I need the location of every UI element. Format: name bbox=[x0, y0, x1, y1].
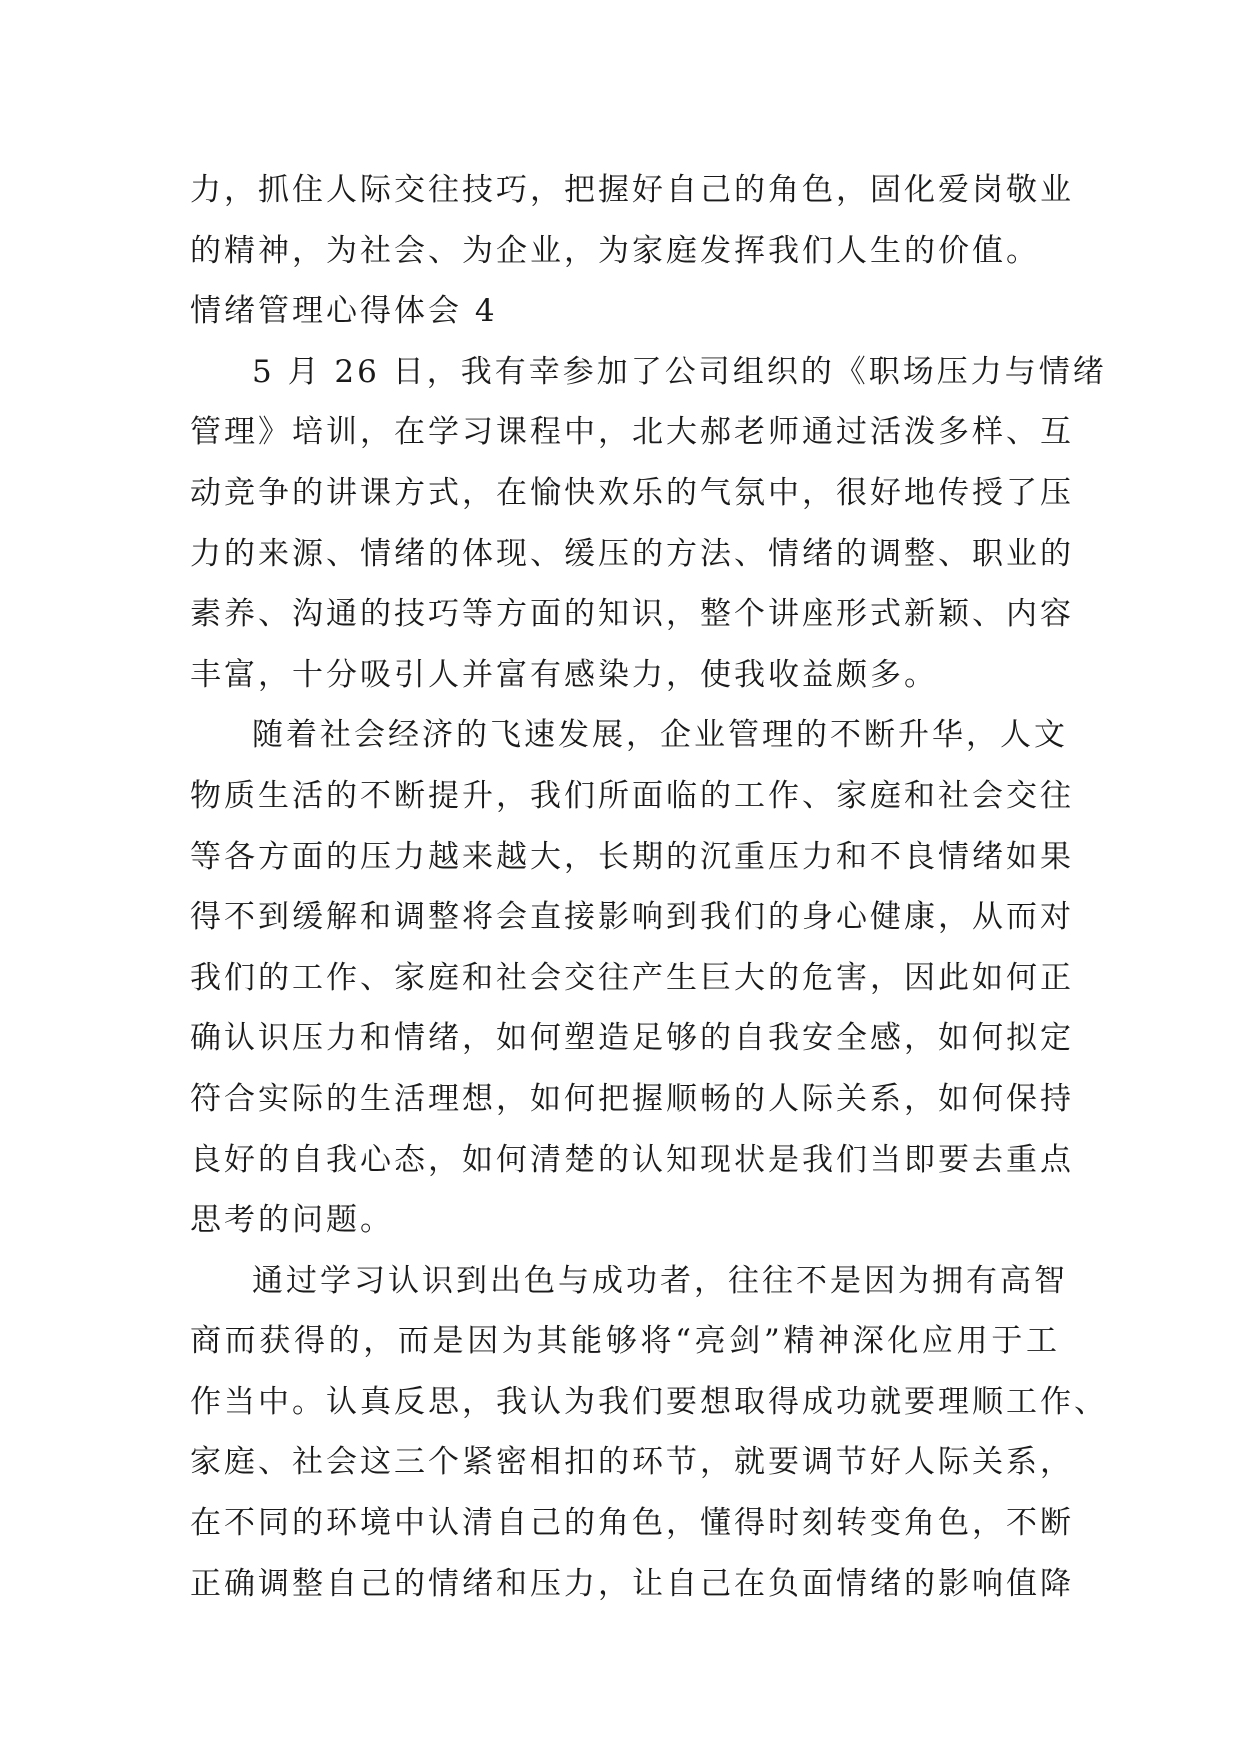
text-line: 我们的工作、家庭和社会交往产生巨大的危害，因此如何正 bbox=[190, 959, 1074, 996]
text-line: 得不到缓解和调整将会直接影响到我们的身心健康，从而对 bbox=[190, 899, 1074, 936]
text-line: 力的来源、情绪的体现、缓压的方法、情绪的调整、职业的 bbox=[190, 535, 1074, 572]
text-line: 通过学习认识到出色与成功者，往往不是因为拥有高智 bbox=[252, 1262, 1068, 1299]
text-line: 商而获得的，而是因为其能够将“亮剑”精神深化应用于工 bbox=[190, 1323, 1060, 1360]
text-line: 作当中。认真反思，我认为我们要想取得成功就要理顺工作、 bbox=[190, 1383, 1108, 1420]
text-line: 家庭、社会这三个紧密相扣的环节，就要调节好人际关系， bbox=[190, 1444, 1074, 1481]
text-line: 的精神，为社会、为企业，为家庭发挥我们人生的价值。 bbox=[190, 232, 1040, 269]
text-line: 正确调整自己的情绪和压力，让自己在负面情绪的影响值降 bbox=[190, 1565, 1074, 1602]
text-line: 随着社会经济的飞速发展，企业管理的不断升华，人文 bbox=[252, 717, 1068, 754]
text-line: 丰富，十分吸引人并富有感染力，使我收益颇多。 bbox=[190, 656, 938, 693]
text-line: 思考的问题。 bbox=[190, 1202, 394, 1239]
text-line: 动竞争的讲课方式，在愉快欢乐的气氛中，很好地传授了压 bbox=[190, 474, 1074, 511]
text-line: 符合实际的生活理想，如何把握顺畅的人际关系，如何保持 bbox=[190, 1080, 1074, 1117]
text-line: 确认识压力和情绪，如何塑造足够的自我安全感，如何拟定 bbox=[190, 1020, 1074, 1057]
text-line: 在不同的环境中认清自己的角色，懂得时刻转变角色，不断 bbox=[190, 1505, 1074, 1542]
text-line: 5 月 26 日，我有幸参加了公司组织的《职场压力与情绪 bbox=[252, 353, 1107, 390]
text-line: 管理》培训，在学习课程中，北大郝老师通过活泼多样、互 bbox=[190, 414, 1074, 451]
document-body bbox=[190, 160, 1108, 1614]
text-line: 素养、沟通的技巧等方面的知识，整个讲座形式新颖、内容 bbox=[190, 596, 1074, 633]
section-heading: 情绪管理心得体会 4 bbox=[190, 293, 498, 330]
text-line: 良好的自我心态，如何清楚的认知现状是我们当即要去重点 bbox=[190, 1141, 1074, 1178]
text-line: 物质生活的不断提升，我们所面临的工作、家庭和社会交往 bbox=[190, 777, 1074, 814]
text-line: 等各方面的压力越来越大，长期的沉重压力和不良情绪如果 bbox=[190, 838, 1074, 875]
text-line: 力，抓住人际交往技巧，把握好自己的角色，固化爱岗敬业 bbox=[190, 172, 1074, 208]
